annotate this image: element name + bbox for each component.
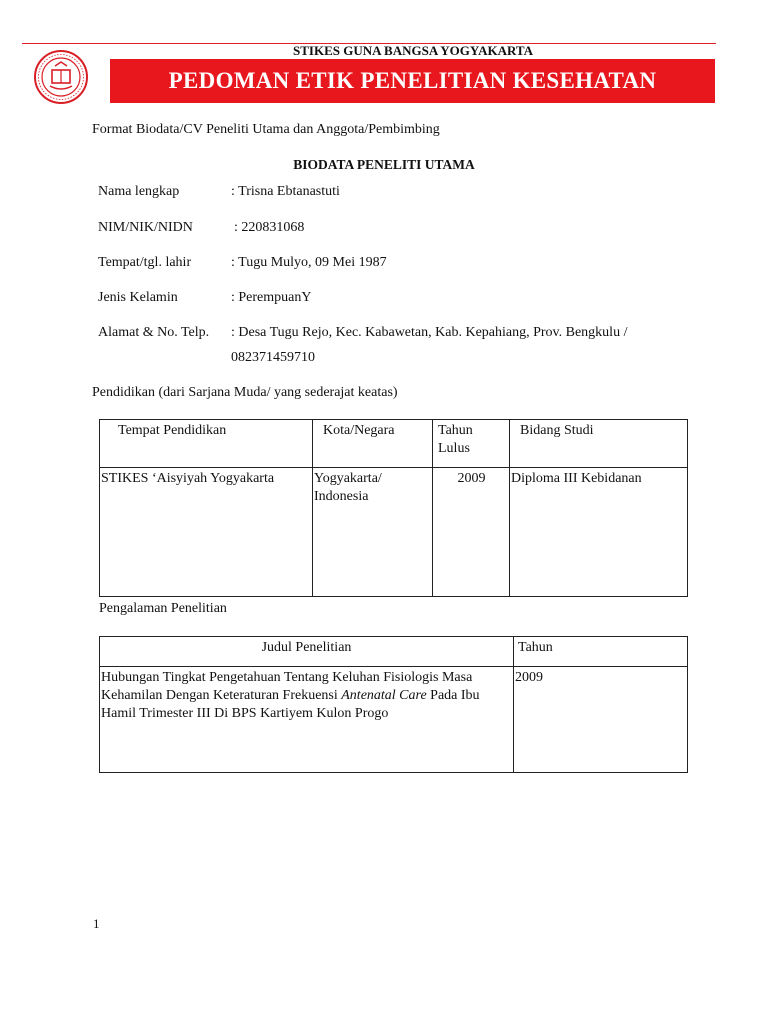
format-subtitle: Format Biodata/CV Peneliti Utama dan Anggota/Pembimbing: [92, 122, 440, 137]
education-table: [99, 419, 688, 597]
address-label: Alamat & No. Telp.: [98, 325, 210, 340]
header-school: Tempat Pendidikan: [100, 420, 313, 468]
phone-value: 082371459710: [231, 350, 315, 365]
education-intro: Pendidikan (dari Sarjana Muda/ yang sederajat keatas): [92, 385, 398, 400]
document-title-banner: PEDOMAN ETIK PENELITIAN KESEHATAN: [110, 59, 715, 103]
header-field: Bidang Studi: [510, 420, 688, 468]
name-label: Nama lengkap: [98, 184, 180, 199]
research-header-row: [100, 637, 688, 667]
name-value: : Trisna Ebtanastuti: [231, 184, 340, 199]
id-number-value: : 220831068: [234, 220, 305, 235]
header-city: Kota/Negara: [313, 420, 433, 468]
id-number-label: NIM/NIK/NIDN: [98, 220, 193, 235]
birth-label: Tempat/tgl. lahir: [98, 255, 192, 270]
institution-seal-logo: [33, 49, 89, 105]
research-intro: Pengalaman Penelitian: [99, 601, 227, 616]
table-row: [100, 667, 688, 773]
research-year-cell: 2009: [514, 667, 688, 773]
research-table: [99, 636, 688, 773]
page-number: 1: [93, 916, 100, 931]
table-row: [100, 468, 688, 597]
address-value: : Desa Tugu Rejo, Kec. Kabawetan, Kab. Kepahiang, Prov. Bengkulu /: [231, 325, 628, 340]
biodata-heading: BIODATA PENELITI UTAMA: [293, 157, 475, 172]
birth-value: : Tugu Mulyo, 09 Mei 1987: [231, 255, 387, 270]
education-header-row: [100, 420, 688, 468]
year-cell: 2009: [433, 468, 510, 597]
institution-name: STIKES GUNA BANGSA YOGYAKARTA: [293, 43, 533, 58]
header-year: Tahun Lulus: [433, 420, 510, 468]
header-year: Tahun: [514, 637, 688, 667]
gender-label: Jenis Kelamin: [98, 290, 178, 305]
header-title: Judul Penelitian: [100, 637, 514, 667]
gender-value: : PerempuanY: [231, 290, 312, 305]
research-title-cell: Hubungan Tingkat Pengetahuan Tentang Keluhan Fisiologis Masa Kehamilan Dengan Keteraturan Frekuensi Antenatal Care Pada Ibu Hamil Trimester III Di BPS Kartiyem Kulon Progo: [100, 667, 514, 773]
school-cell: STIKES ‘Aisyiyah Yogyakarta: [100, 468, 313, 597]
field-cell: Diploma III Kebidanan: [510, 468, 688, 597]
city-cell: Yogyakarta/ Indonesia: [313, 468, 433, 597]
